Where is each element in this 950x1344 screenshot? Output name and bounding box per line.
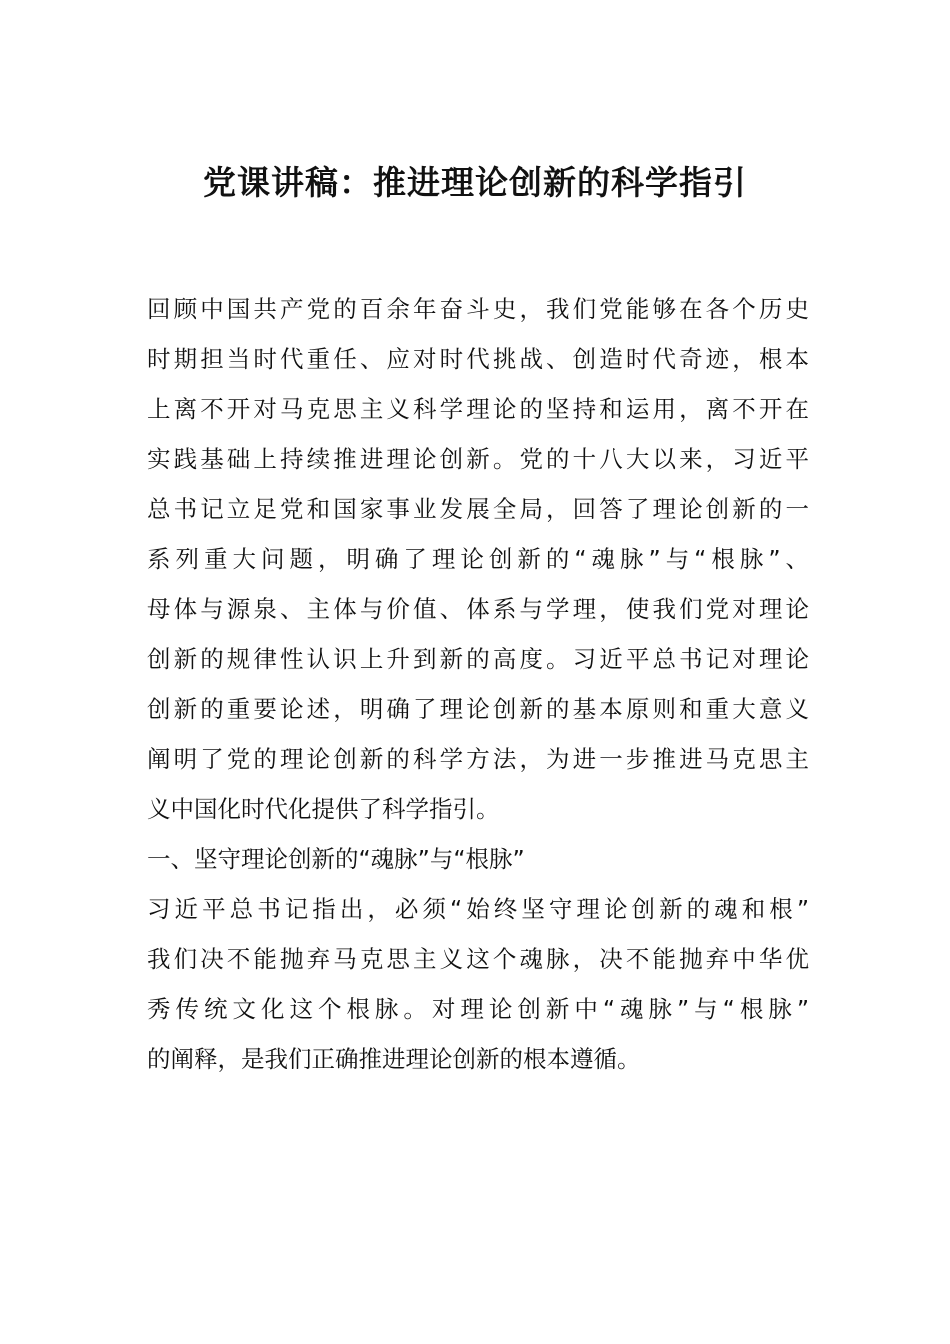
body-line: 实践基础上持续推进理论创新。党的十八大以来，习近平 [147, 445, 809, 473]
body-line: 我们决不能抛弃马克思主义这个魂脉，决不能抛弃中华优 [147, 945, 809, 973]
body-line: 阐明了党的理论创新的科学方法，为进一步推进马克思主 [147, 745, 809, 773]
body-line: 总书记立足党和国家事业发展全局，回答了理论创新的一 [147, 495, 809, 523]
body-line: 创新的重要论述，明确了理论创新的基本原则和重大意义 [147, 695, 809, 723]
body-line: 上离不开对马克思主义科学理论的坚持和运用，离不开在 [147, 395, 809, 423]
body-line: 母体与源泉、主体与价值、体系与学理，使我们党对理论 [147, 595, 809, 623]
body-line: 系列重大问题，明确了理论创新的“魂脉”与“根脉”、 [147, 545, 809, 573]
body-line: 义中国化时代化提供了科学指引。 [147, 795, 500, 823]
body-line: 时期担当时代重任、应对时代挑战、创造时代奇迹，根本 [147, 345, 809, 373]
body-line: 秀传统文化这个根脉。对理论创新中“魂脉”与“根脉” [147, 995, 809, 1023]
body-line: 习近平总书记指出，必须“始终坚守理论创新的魂和根” [147, 895, 809, 923]
body-line: 的阐释，是我们正确推进理论创新的根本遵循。 [147, 1045, 641, 1073]
body-line: 创新的规律性认识上升到新的高度。习近平总书记对理论 [147, 645, 809, 673]
section-heading: 一、坚守理论创新的“魂脉”与“根脉” [147, 845, 525, 873]
document-body [147, 284, 809, 1084]
document-title: 党课讲稿：推进理论创新的科学指引 [203, 163, 747, 202]
body-line: 回顾中国共产党的百余年奋斗史，我们党能够在各个历史 [147, 295, 809, 323]
